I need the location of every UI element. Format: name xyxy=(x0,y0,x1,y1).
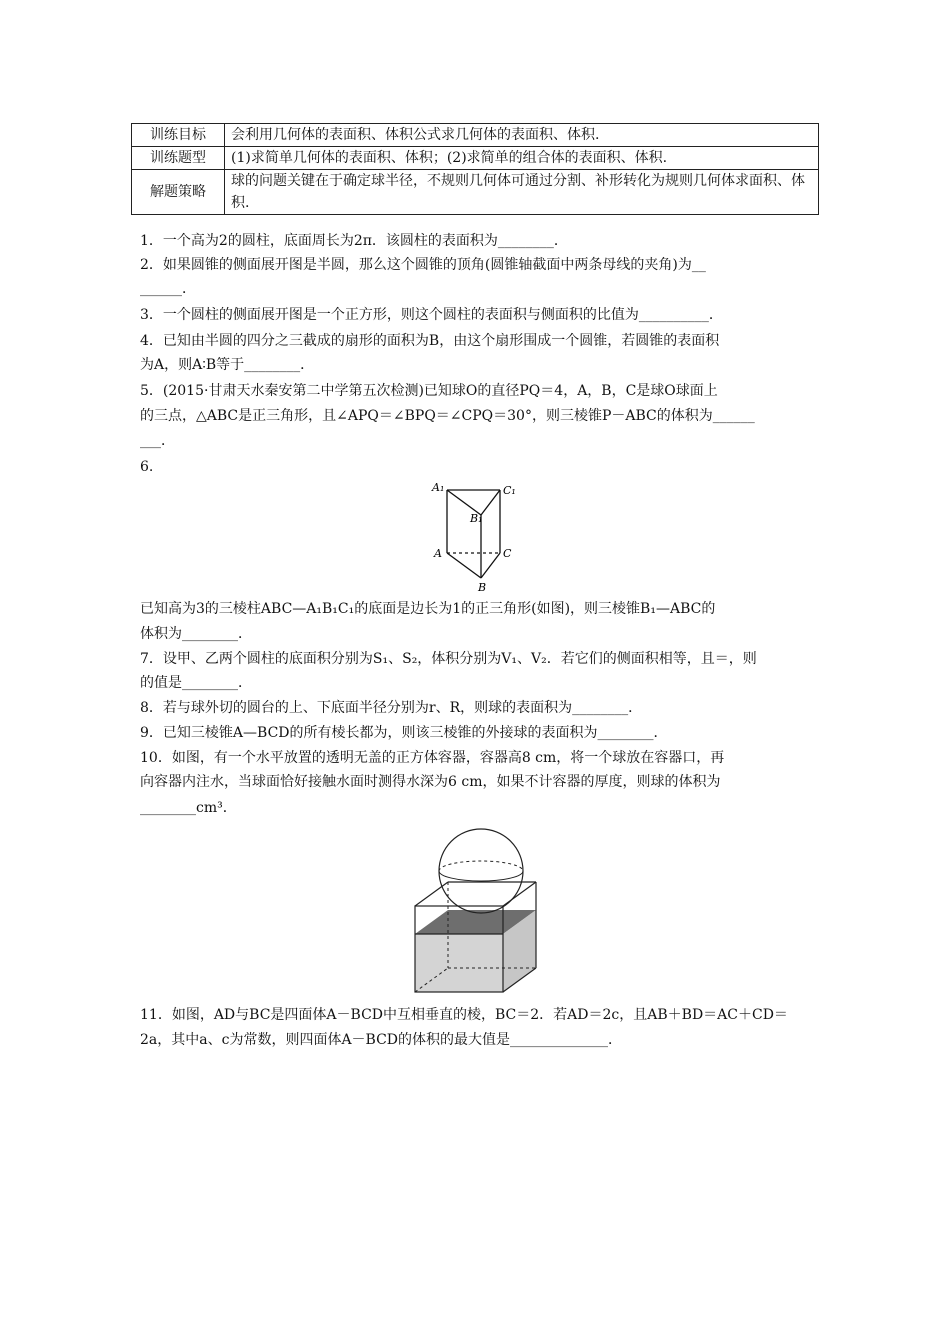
question-11-line1: 11．如图，AD与BC是四面体A－BCD中互相垂直的棱，BC＝2．若AD＝2c，且AB＋BD＝AC＋CD＝ xyxy=(140,1007,788,1023)
question-7-line2: 的值是________． xyxy=(140,675,252,691)
question-2-line2: ______． xyxy=(140,281,196,297)
question-6-line2: 体积为________． xyxy=(140,626,252,642)
row-label: 训练目标 xyxy=(132,124,225,147)
label-C: C xyxy=(503,547,512,560)
row-label: 训练题型 xyxy=(132,147,225,170)
question-6-line1: 已知高为3的三棱柱ABC—A₁B₁C₁的底面是边长为1的正三角形(如图)，则三棱锥B₁—ABC的 xyxy=(140,601,716,617)
question-10-line2: 向容器内注水，当球面恰好接触水面时测得水深为6 cm，如果不计容器的厚度，则球的体积为 xyxy=(140,774,721,790)
sphere xyxy=(439,829,523,913)
table-row xyxy=(132,147,819,170)
question-10-line1: 10．如图，有一个水平放置的透明无盖的正方体容器，容器高8 cm，将一个球放在容器口，再 xyxy=(140,750,725,766)
label-B: B xyxy=(478,581,487,593)
label-C1: C₁ xyxy=(503,484,516,497)
prism-figure xyxy=(425,478,525,593)
question-1: 1．一个高为2的圆柱，底面周长为2π．该圆柱的表面积为________． xyxy=(140,233,568,249)
question-8: 8．若与球外切的圆台的上、下底面半径分别为r、R，则球的表面积为________． xyxy=(140,700,643,716)
table-row xyxy=(132,124,819,147)
question-5-line2: 的三点，△ABC是正三角形，且∠APQ＝∠BPQ＝∠CPQ＝30°，则三棱锥P－ABC的体积为______ xyxy=(140,408,755,424)
question-4-line1: 4．已知由半圆的四分之三截成的扇形的面积为B，由这个扇形围成一个圆锥，若圆锥的表面积 xyxy=(140,333,720,349)
label-A1: A₁ xyxy=(432,481,445,494)
question-5-line1: 5．(2015·甘肃天水秦安第二中学第五次检测)已知球O的直径PQ＝4，A，B，C是球O球面上 xyxy=(140,383,718,399)
question-2-line1: 2．如果圆锥的侧面展开图是半圆，那么这个圆锥的顶角(圆锥轴截面中两条母线的夹角)为__ xyxy=(140,257,706,273)
question-6-number: 6. xyxy=(140,459,154,475)
question-4-line2: 为A，则A∶B等于________． xyxy=(140,357,315,373)
training-info-table xyxy=(131,123,819,215)
cube-sphere-figure xyxy=(412,826,542,996)
table-row xyxy=(132,170,819,215)
question-7-line1: 7．设甲、乙两个圆柱的底面积分别为S₁、S₂，体积分别为V₁、V₂．若它们的侧面积相等，且＝，则 xyxy=(140,651,757,667)
question-11-line2: 2a，其中a、c为常数，则四面体A－BCD的体积的最大值是______________． xyxy=(140,1032,623,1048)
label-B1: B₁ xyxy=(470,512,483,525)
row-label: 解题策略 xyxy=(132,170,225,215)
row-value: 球的问题关键在于确定球半径，不规则几何体可通过分割、补形转化为规则几何体求面积、体积. xyxy=(225,170,819,215)
question-5-line3: ___． xyxy=(140,433,175,449)
water-front-face xyxy=(415,934,503,992)
question-3: 3．一个圆柱的侧面展开图是一个正方形，则这个圆柱的表面积与侧面积的比值为__________． xyxy=(140,307,723,323)
row-value: 会利用几何体的表面积、体积公式求几何体的表面积、体积. xyxy=(225,124,819,147)
question-9: 9．已知三棱锥A—BCD的所有棱长都为，则该三棱锥的外接球的表面积为________． xyxy=(140,725,668,741)
row-value: (1)求简单几何体的表面积、体积；(2)求简单的组合体的表面积、体积. xyxy=(225,147,819,170)
question-10-line3: ________cm³． xyxy=(140,800,237,816)
label-A: A xyxy=(434,547,442,560)
